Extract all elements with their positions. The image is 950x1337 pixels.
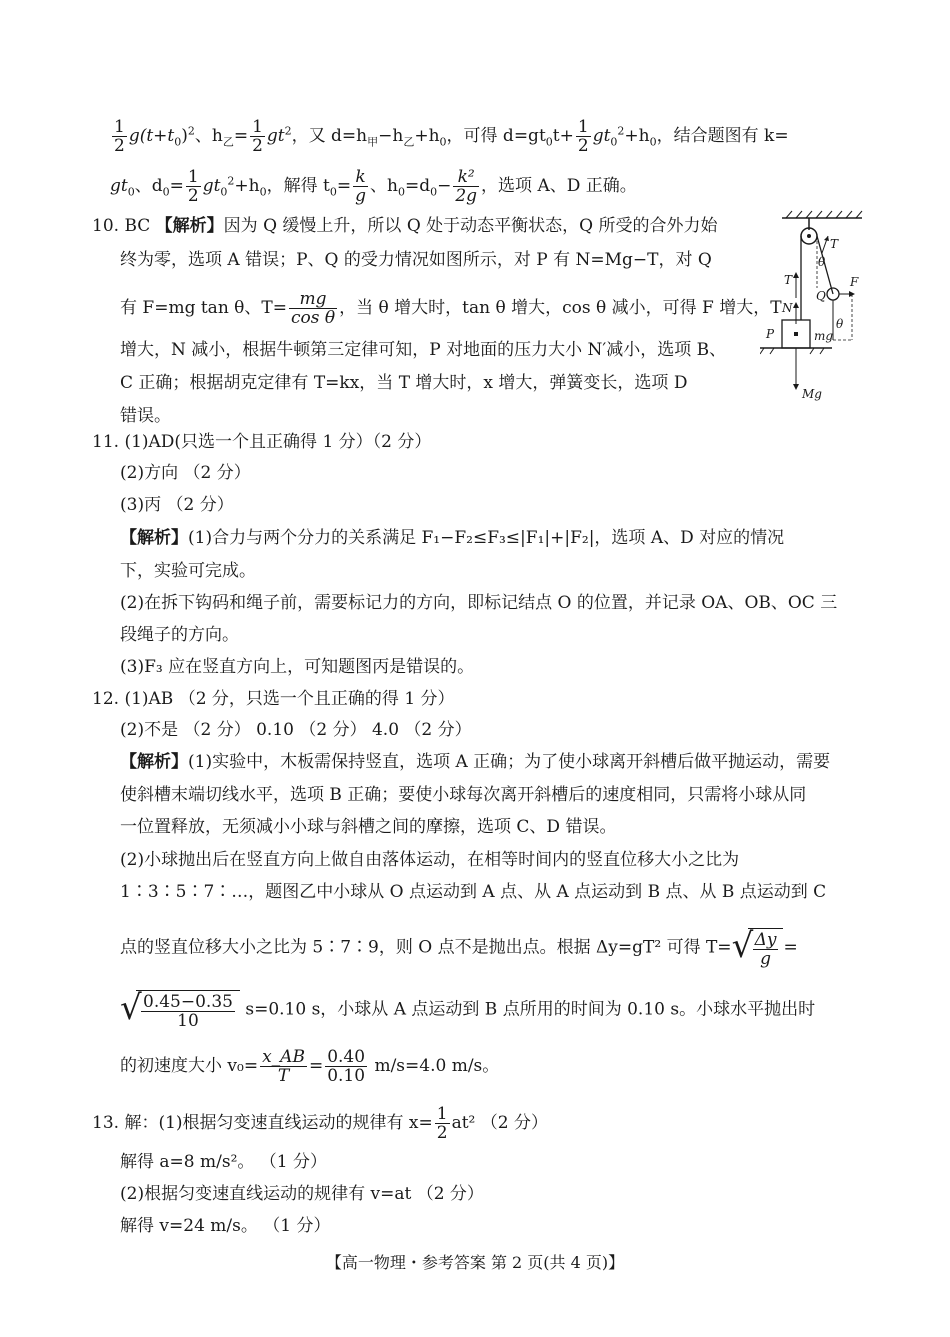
page-footer: 【高一物理・参考答案 第 2 页(共 4 页)】 [325,1253,625,1272]
fraction-040-over-010: $\frac{0.40}{0.10}$ [327,1047,366,1086]
q13-line-1: 13. 解：(1)根据匀变速直线运动的规律有 x= $\frac{1}{2}$ at² （2 分） [92,1104,548,1143]
q10-line-6: 错误。 [120,406,171,426]
q13-line-3: (2)根据匀变速直线运动的规律有 v=at （2 分） [120,1184,484,1204]
q12-explain-3: 一位置释放，无须减小小球与斜槽之间的摩擦，选项 C、D 错误。 [120,817,617,837]
q12-explain-4: (2)小球抛出后在竖直方向上做自由落体运动，在相等时间内的竖直位移大小之比为 [120,850,740,870]
q10-line-2: 终为零，选项 A 错误；P、Q 的受力情况如图所示，对 P 有 N=Mg−T，对 Q [120,250,712,270]
label-P: P [766,327,775,341]
q12-explain-7: √ $\frac{0.45-0.35}{10}$ s=0.10 s，小球从 A 点运动到 B 点所用的时间为 0.10 s。小球水平抛出时 [120,988,816,1031]
force-diagram [760,208,880,408]
label-T-lower: T [784,273,793,287]
sqrt-value: √ $\frac{0.45-0.35}{10}$ [120,990,240,1030]
q12-explain-8: 的初速度大小 v₀= $\frac{x\_AB}{T}$ = $\frac{0.40}{0.10}$ m/s=4.0 m/s。 [120,1047,500,1086]
q11-explain-5: (3)F₃ 应在竖直方向上，可知题图丙是错误的。 [120,657,475,677]
fraction-xab-over-T: $\frac{x\_AB}{T}$ [262,1047,305,1086]
q11-answer-1: 11. (1)AD(只选一个且正确得 1 分）（2 分） [92,432,432,452]
sqrt-delta-y-over-g: √ $\frac{\Delta y}{g}$ [732,928,784,968]
q10-line-3: 有 F=mg tan θ、T= $\frac{mg}{\text{cos θ}}$ ，当 θ 增大时，tan θ 增大，cos θ 减小，可得 F 增大，T [120,289,782,328]
q12-explain-5: 1∶3∶5∶7∶…，题图乙中小球从 O 点运动到 A 点、从 A 点运动到 B 点、从 B 点运动到 C [120,882,827,902]
label-Mg: Mg [802,387,822,401]
fraction-half: $\frac{1}{2}$ [436,1104,448,1143]
q13-line-4: 解得 v=24 m/s。 （1 分） [120,1216,331,1236]
label-mg: mg [814,329,834,343]
q12-explain-2: 使斜槽末端切线水平，选项 B 正确；要使小球每次离开斜槽后的速度相同，只需将小球从同 [120,785,807,805]
label-Q: Q [816,289,826,303]
label-theta-lower: θ [836,317,844,331]
q11-explain-4: 段绳子的方向。 [120,625,239,645]
label-F: F [850,275,859,289]
q13-line-2: 解得 a=8 m/s²。 （1 分） [120,1152,328,1172]
fraction-half: $\frac{1}{2}$ [187,167,199,206]
q10-line-4: 增大，N 减小，根据牛顿第三定律可知，P 对地面的压力大小 N′减小，选项 B、 [120,340,727,360]
q10-answer: 10. BC [92,216,151,236]
q12-explain-1: 【解析】(1)实验中，木板需保持竖直，选项 A 正确；为了使小球离开斜槽后做平抛运动，需要 [120,752,831,772]
q11-explain-1: 【解析】(1)合力与两个分力的关系满足 F₁−F₂≤F₃≤|F₁|+|F₂|，选项 A、D 对应的情况 [120,528,785,548]
q10-line-1: 10. BC 【解析】因为 Q 缓慢上升，所以 Q 处于动态平衡状态，Q 所受的合外力始 [92,216,718,236]
q11-explain-3: (2)在拆下钩码和绳子前，需要标记力的方向，即标记结点 O 的位置，并记录 OA、OB、OC 三 [120,593,838,613]
label-theta-upper: θ [818,255,826,269]
q12-answer-1: 12. (1)AB （2 分，只选一个且正确的得 1 分） [92,689,455,709]
q12-answer-2: (2)不是 （2 分） 0.10 （2 分） 4.0 （2 分） [120,720,472,740]
label-N: N [782,301,793,315]
fraction-half: $\frac{1}{2}$ [114,117,125,156]
q9-line-1: $\frac{1}{2}$ $g(t+t_0)^2$、$h_乙=$ $\frac{1}{2}$ $gt^2$，又 $d=h_甲-h_乙+h_0$，可得 $d=gt_0t+$ $\frac{1}{2}$ $gt_0^2+h_0$，结合题图有 k= [114,117,789,156]
q10-line-5: C 正确；根据胡克定律有 T=kx，当 T 增大时，x 增大，弹簧变长，选项 D [120,373,688,393]
analysis-tag: 【解析】 [120,752,188,772]
fraction-mg-over-cos: $\frac{mg}{\text{cos θ}}$ [291,289,336,328]
q11-answer-2: (2)方向 （2 分） [120,463,251,483]
fraction-k-over-g: $\frac{k}{g}$ [355,167,366,206]
q9-line-2: $gt_0$、$d_0=$ $\frac{1}{2}$ $gt_0^2+h_0$，解得 $t_0=$ $\frac{k}{g}$ 、$h_0=d_0-$ $\frac{\text{k²}}{2g}$ ，选项 A、D 正确。 [110,167,637,206]
analysis-tag: 【解析】 [120,528,188,548]
q12-explain-6: 点的竖直位移大小之比为 5∶7∶9，则 O 点不是抛出点。根据 Δy=gT² 可得 T= √ $\frac{\Delta y}{g}$ = [120,926,798,969]
fraction-half: $\frac{1}{2}$ [577,117,589,156]
fraction-k2-over-2g: $\frac{\text{k²}}{2g}$ [455,167,478,206]
q11-answer-3: (3)丙 （2 分） [120,495,234,515]
fraction-half: $\frac{1}{2}$ [252,117,263,156]
analysis-tag: 【解析】 [155,216,224,236]
q11-explain-2: 下，实验可完成。 [120,561,256,581]
label-T-upper: T [830,237,839,251]
